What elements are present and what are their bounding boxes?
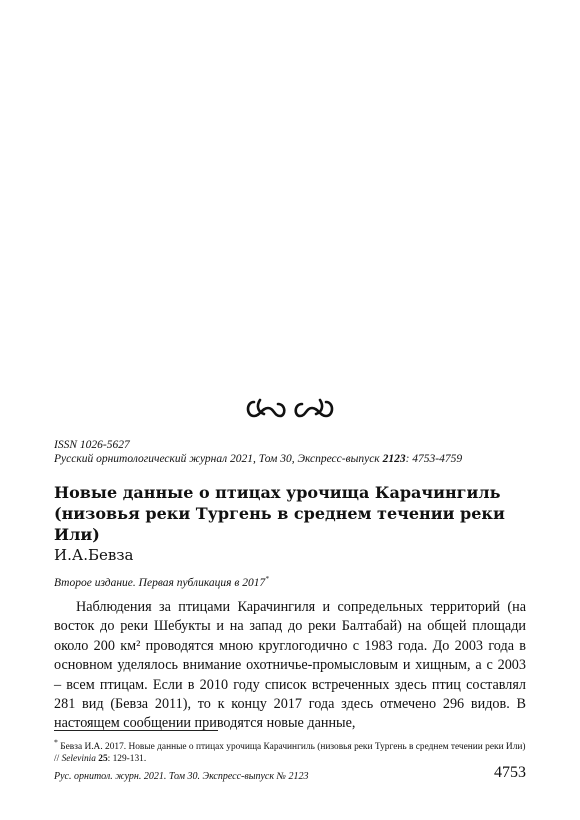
page-number: 4753 (494, 764, 526, 781)
running-footer: Рус. орнитол. журн. 2021. Том 30. Экспресс-выпуск № 2123 (54, 771, 309, 782)
article-title: Новые данные о птицах урочища Карачингиль (низовья реки Тургень в среднем течении реки Или) (54, 483, 505, 544)
footnote-journal: Selevinia (61, 754, 96, 765)
footnote-mark-ref: * (54, 738, 58, 747)
footnote-pages: : 129-131. (107, 754, 147, 765)
journal-name: Русский орнитологический журнал 2021, Том 30, Экспресс-выпуск (54, 453, 383, 465)
fleuron-ornament-icon (240, 396, 340, 422)
body-paragraph: Наблюдения за птицами Карачингиля и сопредельных территорий (на восток до реки Шебукты и на запад до реки Балтабай) на общей площади около 200 км² проводятся мною круглогодично с 1983 года. До 2003 года в основном уделялось внимание охотничье-промысловым и хищным, а с 2003 – всем птицам. Если в 2010 году список встреченных здесь птиц составлял 281 вид (Бевза 2011), то к концу 2017 года здесь отмечено 296 видов. В настоящем сообщении приводятся новые данные, (54, 599, 526, 732)
journal-issue: 2123 (382, 453, 406, 465)
edition-note (54, 572, 269, 590)
footnote (54, 737, 526, 765)
footnote-divider (54, 730, 218, 731)
footnote-mark: * (265, 575, 269, 583)
issn: ISSN 1026-5627 (54, 439, 130, 451)
author: И.А.Бевза (54, 546, 134, 564)
footnote-volume: 25 (98, 754, 108, 765)
journal-citation (54, 452, 462, 466)
footnote-text: Бевза И.А. 2017. Новые данные о птицах урочища Карачингиль (низовья реки Тургень в среднем течении реки Или) // (54, 742, 526, 765)
edition-note-text: Второе издание. Первая публикация в 2017 (54, 576, 266, 589)
journal-pages: : 4753-4759 (405, 453, 463, 465)
